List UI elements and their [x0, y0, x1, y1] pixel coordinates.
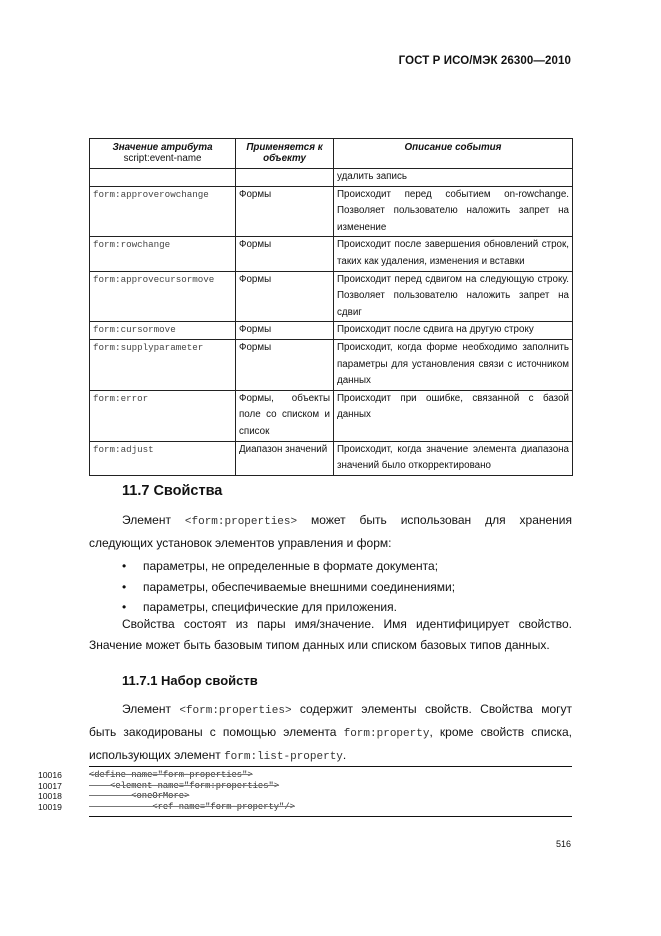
inline-code: <form:properties>: [179, 705, 292, 717]
cell-description: Происходит при ошибке, связанной с базой данных: [334, 390, 573, 441]
table-row: [90, 271, 573, 322]
section-heading: 11.7 Свойства: [122, 483, 223, 499]
code-line: [38, 770, 572, 781]
text-fragment: .: [342, 748, 347, 762]
subsection-paragraph: [89, 699, 572, 768]
page-number: 516: [555, 839, 571, 849]
code-bottom-rule: [89, 816, 572, 817]
paragraph-line: [89, 722, 572, 745]
cell-description: Происходит после сдвига на другую строку: [334, 322, 573, 340]
list-item: [89, 556, 572, 577]
cell-applies: Формы: [236, 339, 334, 390]
cell-attribute: form:adjust: [90, 441, 236, 475]
column-header-applies: [236, 139, 334, 169]
bullet-icon: •: [122, 600, 127, 614]
paragraph-line: [89, 745, 572, 768]
bullet-icon: •: [122, 559, 127, 573]
list-item-text: параметры, обеспечиваемые внешними соединениями;: [143, 579, 456, 594]
cell-description: Происходит, когда форме необходимо заполнить параметры для установления связи с источником данных: [334, 339, 573, 390]
intro-prefix: Элемент: [122, 513, 171, 527]
cell-attribute: form:supplyparameter: [90, 339, 236, 390]
inline-code: form:list-property: [224, 751, 343, 763]
cell-applies: Формы: [236, 271, 334, 322]
cell-attribute: form:approvecursormove: [90, 271, 236, 322]
inline-code: form:property: [343, 728, 430, 740]
cell-description: Происходит перед сдвигом на следующую строку. Позволяет пользователю наложить запрет на сдвиг: [334, 271, 573, 322]
table-row: [90, 169, 573, 187]
intro-suffix: может быть использован для хранения: [311, 513, 572, 527]
subsection-heading: 11.7.1 Набор свойств: [122, 673, 258, 688]
cell-applies: Формы, объекты поле со списком и список: [236, 390, 334, 441]
text-fragment: быть закодированы с помощью элемента: [89, 725, 337, 739]
paragraph-line: Значение может быть базовым типом данных или списком базовых типов данных.: [89, 638, 550, 652]
code-text: <element name="form:properties">: [89, 780, 280, 791]
line-number: 10017: [38, 780, 62, 791]
cell-attribute: form:rowchange: [90, 237, 236, 271]
cell-applies: Диапазон значений: [236, 441, 334, 475]
code-line: [38, 781, 572, 792]
cell-attribute: form:cursormove: [90, 322, 236, 340]
list-item-text: параметры, специфические для приложения.: [143, 600, 397, 614]
text-fragment: использующих элемент: [89, 748, 221, 762]
list-item-text: параметры, не определенные в формате документа;: [143, 559, 439, 573]
cell-attribute: form:error: [90, 390, 236, 441]
inline-code: <form:properties>: [184, 516, 298, 528]
section-properties-paragraph: [89, 614, 572, 656]
text-fragment: содержит элементы свойств. Свойства могут: [299, 702, 573, 716]
line-number: 10018: [38, 791, 62, 802]
column-header-title: Применяется к объекту: [246, 142, 323, 164]
code-line: [38, 802, 572, 813]
table-row: [90, 322, 573, 340]
code-line: [38, 791, 572, 802]
line-number: 10019: [38, 802, 62, 813]
code-text: <ref name="form-property"/>: [89, 802, 295, 813]
text-fragment: Элемент: [122, 702, 171, 716]
column-header-description: [334, 139, 573, 169]
cell-applies: [236, 169, 334, 187]
event-table: [89, 138, 573, 476]
bullet-icon: •: [122, 579, 127, 594]
cell-applies: Формы: [236, 237, 334, 271]
cell-applies: Формы: [236, 322, 334, 340]
cell-description: Происходит, когда значение элемента диапазона значений было откорректировано: [334, 441, 573, 475]
line-number: 10016: [38, 770, 62, 780]
paragraph-line: [89, 699, 572, 722]
bullet-list: [89, 556, 572, 618]
table-row: [90, 390, 573, 441]
text-fragment: , кроме свойств списка,: [429, 725, 572, 739]
table-header-row: [90, 139, 573, 169]
code-text: <oneOrMore>: [89, 791, 190, 802]
table-row: [90, 339, 573, 390]
table-row: [90, 186, 573, 237]
cell-description: Происходит после завершения обновлений строк, таких как удаления, изменения и вставки: [334, 237, 573, 271]
paragraph-line: следующих установок элементов управления и форм:: [89, 536, 392, 550]
table-row: [90, 237, 573, 271]
code-top-rule: [89, 766, 572, 767]
cell-description: Происходит перед событием on-rowchange. Позволяет пользователю наложить запрет на изменение: [334, 186, 573, 237]
document-header: ГОСТ Р ИСО/МЭК 26300—2010: [398, 55, 571, 67]
cell-applies: Формы: [236, 186, 334, 237]
code-text: <define name="form-properties">: [89, 770, 253, 780]
table-row: [90, 441, 573, 475]
list-item: [89, 577, 572, 598]
cell-description: удалить запись: [334, 169, 573, 187]
cell-attribute: form:approverowchange: [90, 186, 236, 237]
column-header-attribute: [90, 139, 236, 169]
column-header-title: Значение атрибута: [112, 142, 213, 153]
paragraph-line: [89, 510, 572, 533]
code-listing: [38, 770, 572, 813]
column-header-subtitle: script:event-name: [123, 153, 202, 164]
section-intro-paragraph: [89, 510, 572, 554]
column-header-title: Описание события: [404, 142, 502, 153]
paragraph-line: Свойства состоят из пары имя/значение. Имя идентифицирует свойство.: [122, 617, 572, 631]
cell-attribute: [90, 169, 236, 187]
